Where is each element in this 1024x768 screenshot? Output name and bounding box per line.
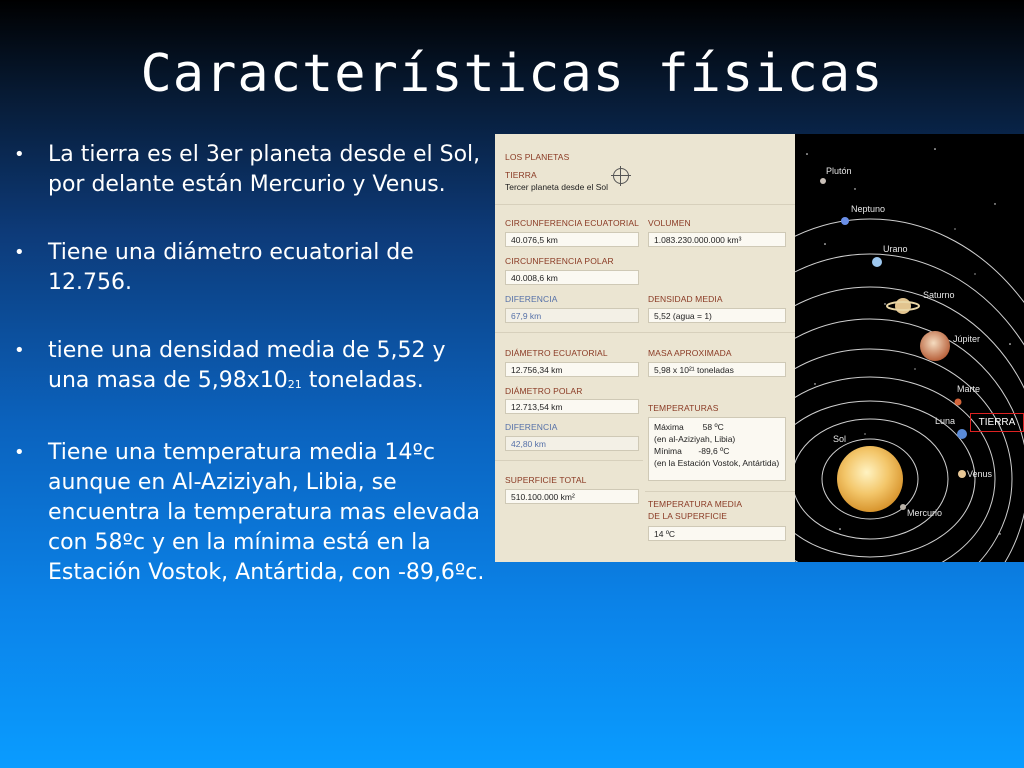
value-box: 12.756,34 km <box>505 362 639 377</box>
divider <box>645 491 795 492</box>
earth-symbol-icon <box>613 168 629 184</box>
mercury-icon <box>900 504 906 510</box>
divider <box>495 332 795 333</box>
label: MASA APROXIMADA <box>648 348 732 358</box>
label-luna: Luna <box>935 416 956 426</box>
mars-icon <box>955 399 962 406</box>
bullet-text-part: toneladas. <box>301 368 424 393</box>
label: DIFERENCIA <box>505 422 558 432</box>
value-box: 1.083.230.000.000 km³ <box>648 232 786 247</box>
label-pluton: Plutón <box>826 166 852 176</box>
bullet-text-part: tiene una densidad media de 5,52 y una masa de 5,98x10 <box>48 338 446 393</box>
temp-max: Máxima 58 ºC <box>654 422 724 432</box>
label: SUPERFICIE TOTAL <box>505 475 587 485</box>
bullet-dot-icon: • <box>14 144 25 165</box>
label-tierra: TIERRA <box>970 413 1024 432</box>
planet-name: TIERRA <box>505 170 537 180</box>
bullet-dot-icon: • <box>14 442 25 463</box>
label-urano: Urano <box>883 244 908 254</box>
bullet-text: Tiene una temperatura media 14ºc aunque en Al-Aziziyah, Libia, se encuentra la temperatura mas elevada con 58ºc y en la mínima está en la Estación Vostok, Antártida, con -89,6ºc. <box>48 440 485 585</box>
divider <box>495 204 795 205</box>
label: CIRCUNFERENCIA ECUATORIAL <box>505 218 639 228</box>
value-box: 42,80 km <box>505 436 639 451</box>
value-box: 40.076,5 km <box>505 232 639 247</box>
saturn-icon <box>887 298 919 314</box>
value-box: 67,9 km <box>505 308 639 323</box>
venus-icon <box>958 470 966 478</box>
temp-min: Mínima -89,6 ºC <box>654 446 730 456</box>
label: TEMPERATURA MEDIA <box>648 499 743 509</box>
planet-desc: Tercer planeta desde el Sol <box>505 182 609 192</box>
neptune-icon <box>841 217 849 225</box>
label-mercurio: Mercurio <box>907 508 943 518</box>
bullet-item <box>14 336 488 400</box>
value-box: 40.008,6 km <box>505 270 639 285</box>
divider <box>495 460 643 461</box>
temperature-box <box>648 417 786 481</box>
bullet-item <box>14 238 488 298</box>
bullet-item <box>14 438 488 588</box>
value-box: 510.100.000 km² <box>505 489 639 504</box>
label: DENSIDAD MEDIA <box>648 294 723 304</box>
label: DE LA SUPERFICIE <box>648 511 728 521</box>
label: TEMPERATURAS <box>648 403 719 413</box>
label: CIRCUNFERENCIA POLAR <box>505 256 614 266</box>
pluto-icon <box>820 178 826 184</box>
temp-min-location: (en la Estación Vostok, Antártida) <box>654 458 780 468</box>
value-box: 14 ºC <box>648 526 786 541</box>
value-box: 5,52 (agua = 1) <box>648 308 786 323</box>
label-jupiter: Júpiter <box>953 334 981 344</box>
bullet-dot-icon: • <box>14 242 25 263</box>
label-saturno: Saturno <box>923 290 955 300</box>
bullet-text <box>48 338 446 393</box>
label: DIÁMETRO ECUATORIAL <box>505 348 608 358</box>
exponent: 21 <box>287 378 302 391</box>
temp-max-location: (en al-Aziziyah, Libia) <box>654 434 736 444</box>
label-sol: Sol <box>833 434 847 444</box>
bullet-list <box>14 140 488 626</box>
slide-title: Características físicas <box>140 44 884 104</box>
sun-icon <box>837 446 903 512</box>
label: VOLUMEN <box>648 218 691 228</box>
label: DIFERENCIA <box>505 294 558 304</box>
uranus-icon <box>872 257 882 267</box>
solar-system-drawing <box>795 134 1024 562</box>
jupiter-icon <box>920 331 950 361</box>
bullet-text: Tiene una diámetro ecuatorial de 12.756. <box>48 240 414 295</box>
bullet-item <box>14 140 488 200</box>
bullet-text: La tierra es el 3er planeta desde el Sol, por delante están Mercurio y Venus. <box>48 142 481 197</box>
label-marte: Marte <box>957 384 981 394</box>
earth-data-panel <box>495 134 795 562</box>
solar-system-image <box>795 134 1024 562</box>
label-neptuno: Neptuno <box>851 204 886 214</box>
bullet-dot-icon: • <box>14 340 25 361</box>
value-box: 12.713,54 km <box>505 399 639 414</box>
earth-icon <box>957 429 967 439</box>
panel-heading: LOS PLANETAS <box>505 152 570 162</box>
label: DIÁMETRO POLAR <box>505 386 583 396</box>
value-box: 5,98 x 10²¹ toneladas <box>648 362 786 377</box>
label-venus: Venus <box>967 469 993 479</box>
